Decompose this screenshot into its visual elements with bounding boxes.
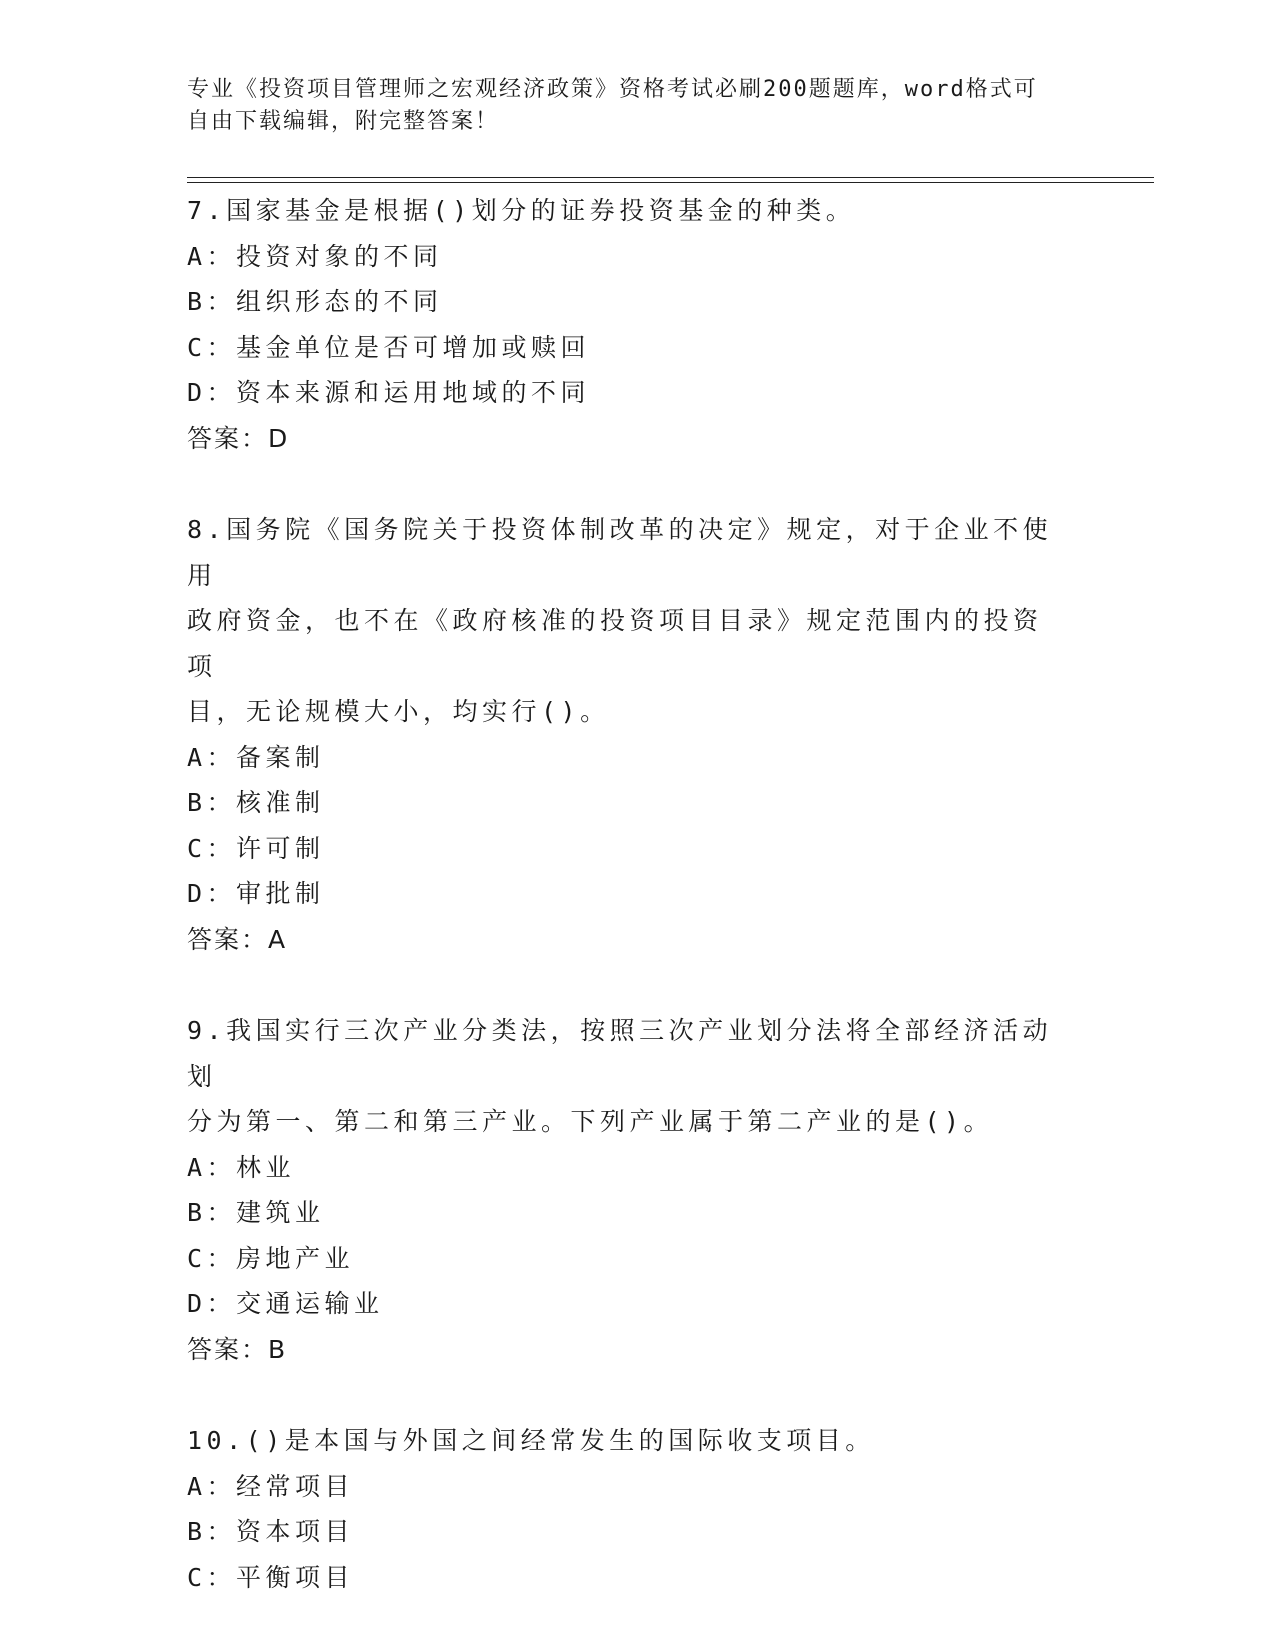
header-line-1: 专业《投资项目管理师之宏观经济政策》资格考试必刷200题题库，word格式可	[187, 77, 1038, 102]
option-a: A：林业	[187, 1152, 296, 1182]
question-8	[187, 507, 1067, 962]
question-text: 分为第一、第二和第三产业。下列产业属于第二产业的是()。	[187, 1107, 994, 1136]
question-text: 9.我国实行三次产业分类法，按照三次产业划分法将全部经济活动划	[187, 1016, 1053, 1091]
answer: 答案：B	[187, 1334, 288, 1364]
question-7	[187, 188, 1067, 461]
question-9	[187, 1008, 1067, 1372]
option-a: A：投资对象的不同	[187, 241, 443, 271]
option-c: C：房地产业	[187, 1243, 355, 1273]
option-b: B：核准制	[187, 788, 325, 817]
document-header	[187, 74, 1087, 138]
option-c: C：平衡项目	[187, 1562, 355, 1592]
option-a: A：经常项目	[187, 1471, 355, 1501]
answer: 答案：D	[187, 423, 290, 453]
question-text: 政府资金，也不在《政府核准的投资项目目录》规定范围内的投资项	[187, 606, 1043, 681]
question-text: 7.国家基金是根据()划分的证券投资基金的种类。	[187, 196, 856, 225]
header-divider-top	[187, 177, 1154, 178]
answer: 答案：A	[187, 924, 288, 954]
option-c: C：许可制	[187, 833, 325, 863]
option-d: D：审批制	[187, 879, 325, 908]
option-b: B：组织形态的不同	[187, 287, 443, 316]
question-list	[187, 188, 1067, 1600]
header-line-2: 自由下载编辑，附完整答案！	[187, 109, 500, 134]
option-d: D：交通运输业	[187, 1289, 384, 1318]
option-b: B：资本项目	[187, 1517, 355, 1546]
question-text: 10.()是本国与外国之间经常发生的国际收支项目。	[187, 1426, 875, 1455]
option-b: B：建筑业	[187, 1198, 325, 1227]
header-divider-bottom	[187, 182, 1154, 183]
question-10	[187, 1418, 1067, 1600]
question-text: 8.国务院《国务院关于投资体制改革的决定》规定，对于企业不使用	[187, 515, 1053, 590]
option-d: D：资本来源和运用地域的不同	[187, 378, 591, 407]
option-a: A：备案制	[187, 742, 325, 772]
question-text: 目，无论规模大小，均实行()。	[187, 697, 610, 726]
option-c: C：基金单位是否可增加或赎回	[187, 332, 591, 362]
